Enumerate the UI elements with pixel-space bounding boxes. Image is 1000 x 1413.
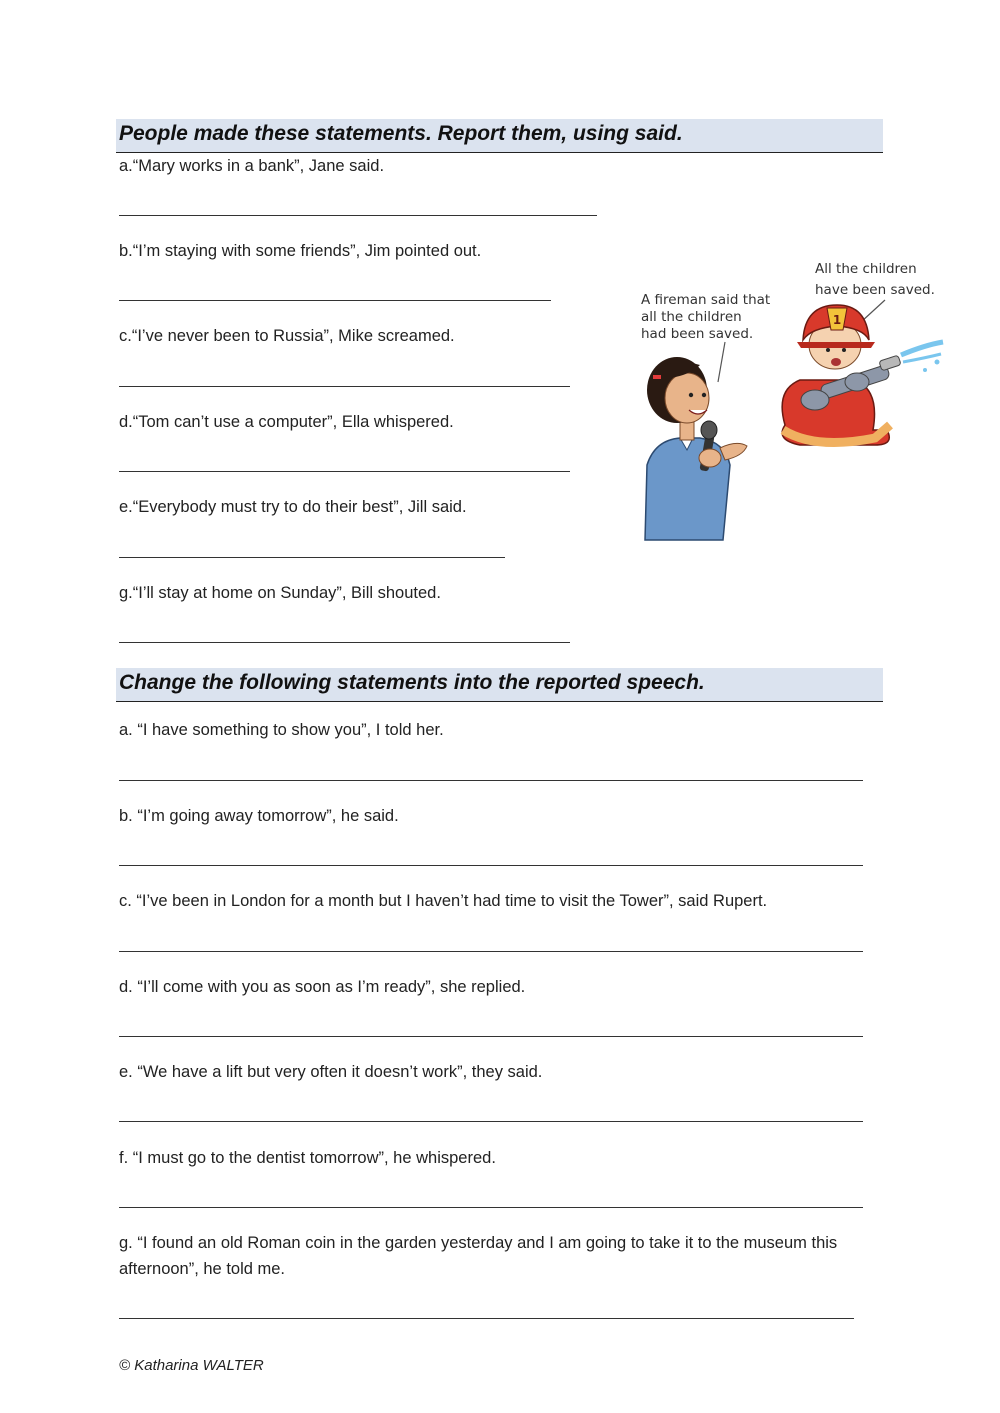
- answer-line[interactable]: [119, 471, 570, 472]
- statement-item: g.“I’ll stay at home on Sunday”, Bill shouted.: [119, 584, 441, 602]
- statement-item: b.“I’m staying with some friends”, Jim pointed out.: [119, 242, 482, 260]
- reporter-figure: [645, 357, 747, 540]
- statement-item: d. “I’ll come with you as soon as I’m ready”, she replied.: [119, 978, 526, 996]
- answer-line[interactable]: [119, 951, 863, 952]
- statement-item: f. “I must go to the dentist tomorrow”, he whispered.: [119, 1149, 496, 1167]
- fireman-speech-pointer: [861, 300, 885, 322]
- answer-line[interactable]: [119, 386, 570, 387]
- reporter-caption-line: A fireman said that: [641, 292, 771, 308]
- statement-item: e. “We have a lift but very often it doesn’t work”, they said.: [119, 1063, 543, 1081]
- answer-line[interactable]: [119, 300, 551, 301]
- answer-line[interactable]: [119, 642, 570, 643]
- statement-item: e.“Everybody must try to do their best”, Jill said.: [119, 498, 467, 516]
- illustration-svg: [625, 250, 955, 550]
- statement-item: g. “I found an old Roman coin in the garden yesterday and I am going to take it to the museum this afternoon”, he told me.: [119, 1234, 838, 1278]
- reporter-speech-pointer: [718, 342, 725, 382]
- statement-item: a.“Mary works in a bank”, Jane said.: [119, 157, 385, 175]
- statement-item: b. “I’m going away tomorrow”, he said.: [119, 807, 399, 825]
- fireman-caption-line: have been saved.: [815, 282, 935, 298]
- fireman-caption-line: All the children: [815, 261, 917, 277]
- section-1-heading: People made these statements. Report them, using said.: [116, 119, 883, 153]
- fireman-figure: [782, 305, 943, 445]
- reporter-fireman-illustration: [625, 250, 955, 550]
- answer-line[interactable]: [119, 1121, 863, 1122]
- helmet-number: 1: [832, 313, 842, 327]
- answer-line[interactable]: [119, 1036, 863, 1037]
- statement-item: c.“I’ve never been to Russia”, Mike screamed.: [119, 327, 455, 345]
- answer-line[interactable]: [119, 1207, 863, 1208]
- statement-item: a. “I have something to show you”, I told her.: [119, 721, 444, 739]
- answer-line[interactable]: [119, 780, 863, 781]
- statement-item: d.“Tom can’t use a computer”, Ella whispered.: [119, 413, 454, 431]
- answer-line[interactable]: [119, 215, 597, 216]
- answer-line[interactable]: [119, 557, 505, 558]
- reporter-caption-line: had been saved.: [641, 326, 754, 342]
- section-2-heading: Change the following statements into the reported speech.: [116, 668, 883, 702]
- copyright-footer: © Katharina WALTER: [119, 1357, 264, 1374]
- answer-line[interactable]: [119, 865, 863, 866]
- statement-item: c. “I’ve been in London for a month but I haven’t had time to visit the Tower”, said Rupert.: [119, 892, 768, 910]
- answer-line[interactable]: [119, 1318, 854, 1319]
- reporter-caption-line: all the children: [641, 309, 742, 325]
